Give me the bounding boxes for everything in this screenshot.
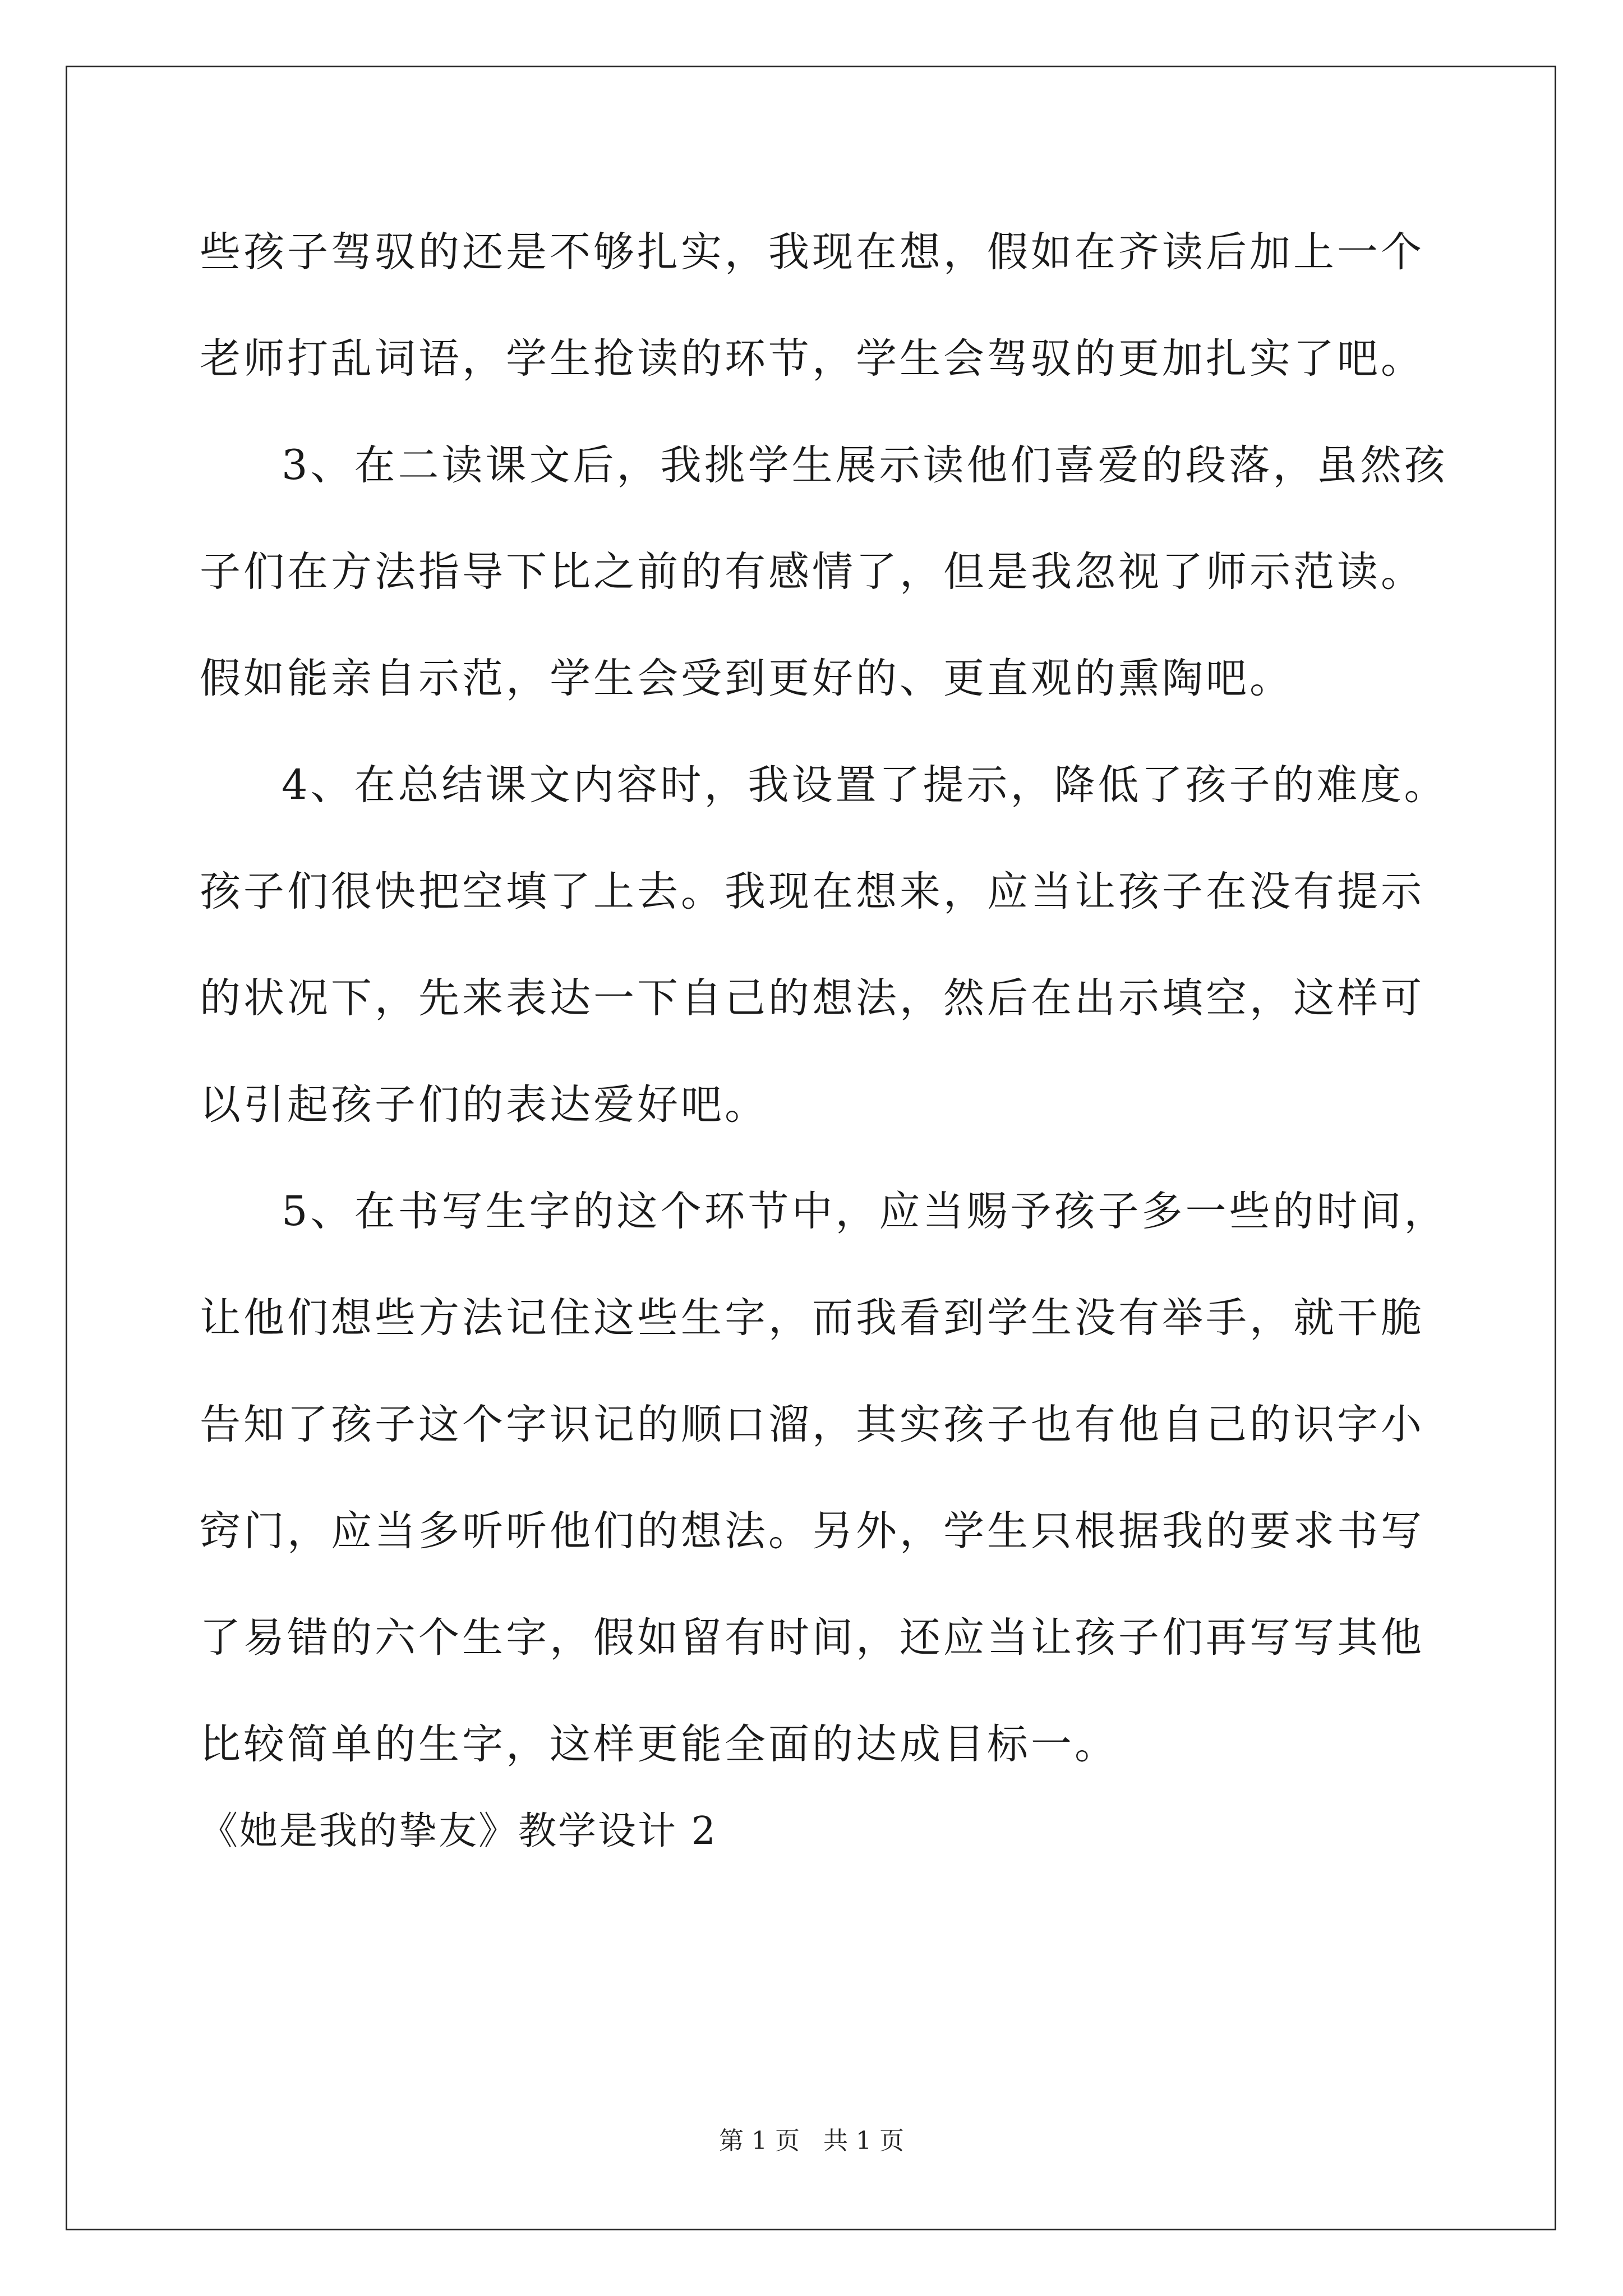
paragraph-point-3: 3、在二读课文后，我挑学生展示读他们喜爱的段落，虽然孩子们在方法指导下比之前的有感情了，但是我忽视了师示范读。假如能亲自示范，学生会受到更好的、更直观的熏陶吧。 xyxy=(200,441,1448,702)
paragraph-point-4: 4、在总结课文内容时，我设置了提示，降低了孩子的难度。孩子们很快把空填了上去。我现在想来，应当让孩子在没有提示的状况下，先来表达一下自己的想法，然后在出示填空，这样可以引起孩子们的表达爱好吧。 xyxy=(200,761,1448,1129)
section-title: 《她是我的挚友》教学设计 2 xyxy=(200,1809,717,1853)
paragraph-point-5: 5、在书写生字的这个环节中，应当赐予孩子多一些的时间，让他们想些方法记住这些生字，而我看到学生没有举手，就干脆告知了孩子这个字识记的顺口溜，其实孩子也有他自己的识字小窍门，应当多听听他们的想法。另外，学生只根据我的要求书写了易错的六个生字，假如留有时间，还应当让孩子们再写写其他比较简单的生字，这样更能全面的达成目标一。 xyxy=(200,1188,1448,1768)
paragraph-continuation: 些孩子驾驭的还是不够扎实，我现在想，假如在齐读后加上一个老师打乱词语，学生抢读的环节，学生会驾驭的更加扎实了吧。 xyxy=(200,228,1424,383)
page-footer: 第 1 页 共 1 页 xyxy=(719,2127,904,2155)
